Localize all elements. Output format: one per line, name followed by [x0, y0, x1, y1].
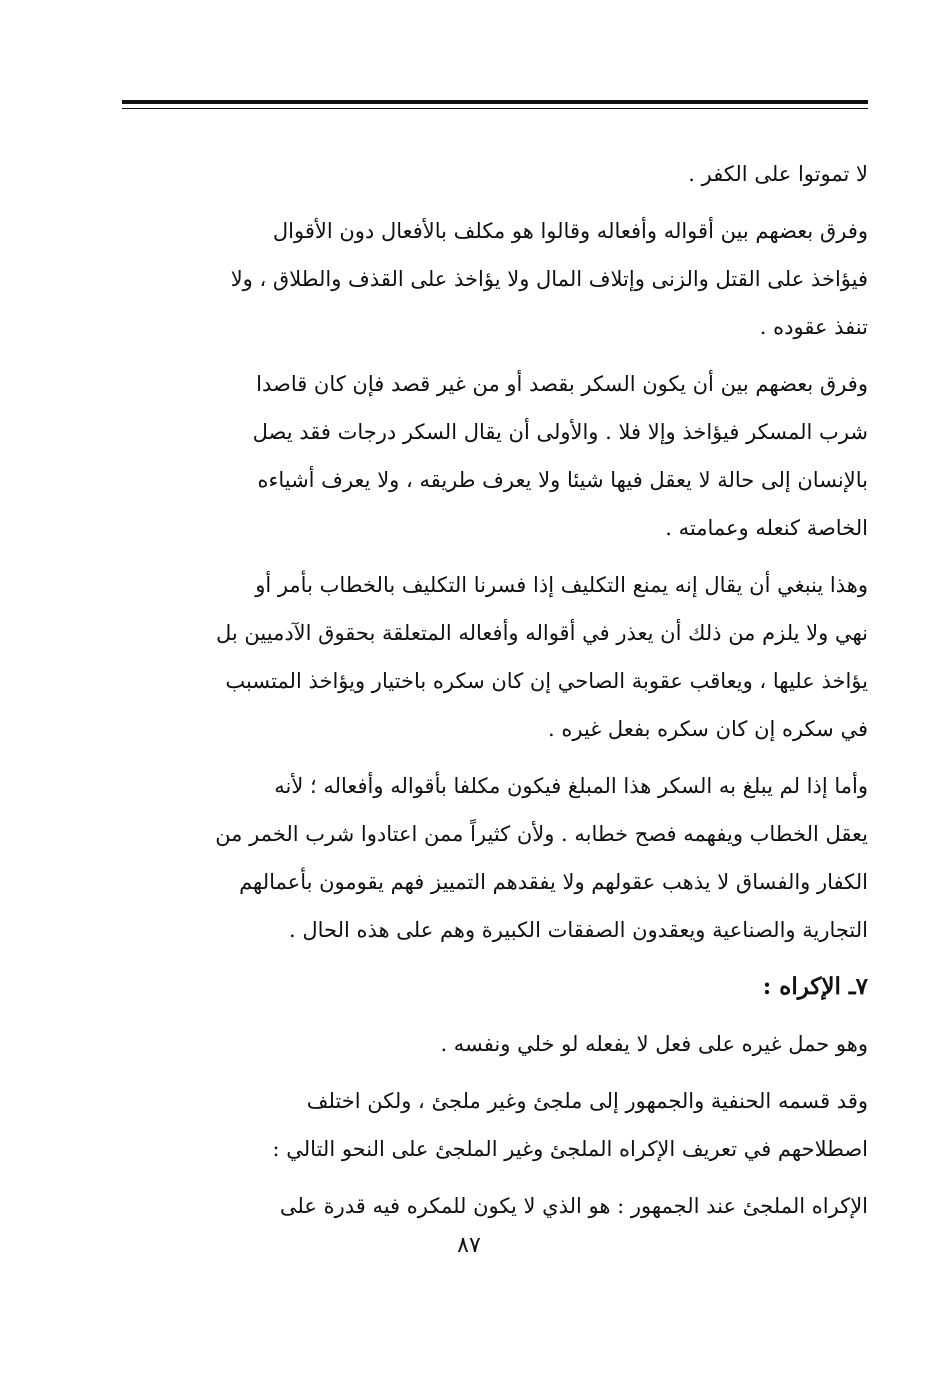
text-line: في سكره إن كان سكره بفعل غيره .: [548, 717, 868, 741]
text-line: لا تموتوا على الكفر .: [688, 162, 868, 186]
text-line: الإكراه الملجئ عند الجمهور : هو الذي لا يكون للمكره فيه قدرة على: [279, 1194, 868, 1218]
text-line: يعقل الخطاب ويفهمه فصح خطابه . ولأن كثيراً ممن اعتادوا شرب الخمر من: [215, 822, 868, 846]
text-line: شرب المسكر فيؤاخذ وإلا فلا . والأولى أن يقال السكر درجات فقد يصل: [252, 420, 868, 444]
text-line: التجارية والصناعية ويعقدون الصفقات الكبيرة وهم على هذه الحال .: [289, 918, 868, 942]
text-line: وهذا ينبغي أن يقال إنه يمنع التكليف إذا فسرنا التكليف بالخطاب بأمر أو: [255, 573, 868, 597]
text-line: نهي ولا يلزم من ذلك أن يعذر في أقواله وأفعاله المتعلقة بحقوق الآدميين بل: [215, 621, 868, 645]
text-line: وقد قسمه الحنفية والجمهور إلى ملجئ وغير ملجئ ، ولكن اختلف: [306, 1089, 868, 1113]
header-rule-thin: [122, 108, 868, 109]
header-rule-thick: [122, 100, 868, 104]
text-line: يؤاخذ عليها ، ويعاقب عقوبة الصاحي إن كان سكره باختيار ويؤاخذ المتسبب: [225, 669, 868, 693]
section-heading: ٧ـ الإكراه :: [762, 973, 868, 1000]
text-line: وفرق بعضهم بين أقواله وأفعاله وقالوا هو مكلف بالأفعال دون الأقوال: [272, 219, 868, 243]
text-line: وفرق بعضهم بين أن يكون السكر بقصد أو من غير قصد فإن كان قاصدا: [256, 372, 868, 396]
text-line: اصطلاحهم في تعريف الإكراه الملجئ وغير الملجئ على النحو التالي :: [272, 1137, 868, 1161]
text-line: الخاصة كنعله وعمامته .: [665, 516, 868, 540]
text-line: وأما إذا لم يبلغ به السكر هذا المبلغ فيكون مكلفا بأقواله وأفعاله ؛ لأنه: [274, 774, 868, 798]
text-line: وهو حمل غيره على فعل لا يفعله لو خلي ونفسه .: [440, 1032, 868, 1056]
text-line: تنفذ عقوده .: [759, 315, 868, 339]
page-body: [122, 150, 868, 1230]
page-number: ٨٧: [457, 1233, 481, 1258]
text-line: فيؤاخذ على القتل والزنى وإتلاف المال ولا يؤاخذ على القذف والطلاق ، ولا: [230, 267, 868, 291]
text-line: بالإنسان إلى حالة لا يعقل فيها شيئا ولا يعرف طريقه ، ولا يعرف أشياءه: [257, 468, 868, 492]
text-line: الكفار والفساق لا يذهب عقولهم ولا يفقدهم التمييز فهم يقومون بأعمالهم: [239, 870, 868, 894]
